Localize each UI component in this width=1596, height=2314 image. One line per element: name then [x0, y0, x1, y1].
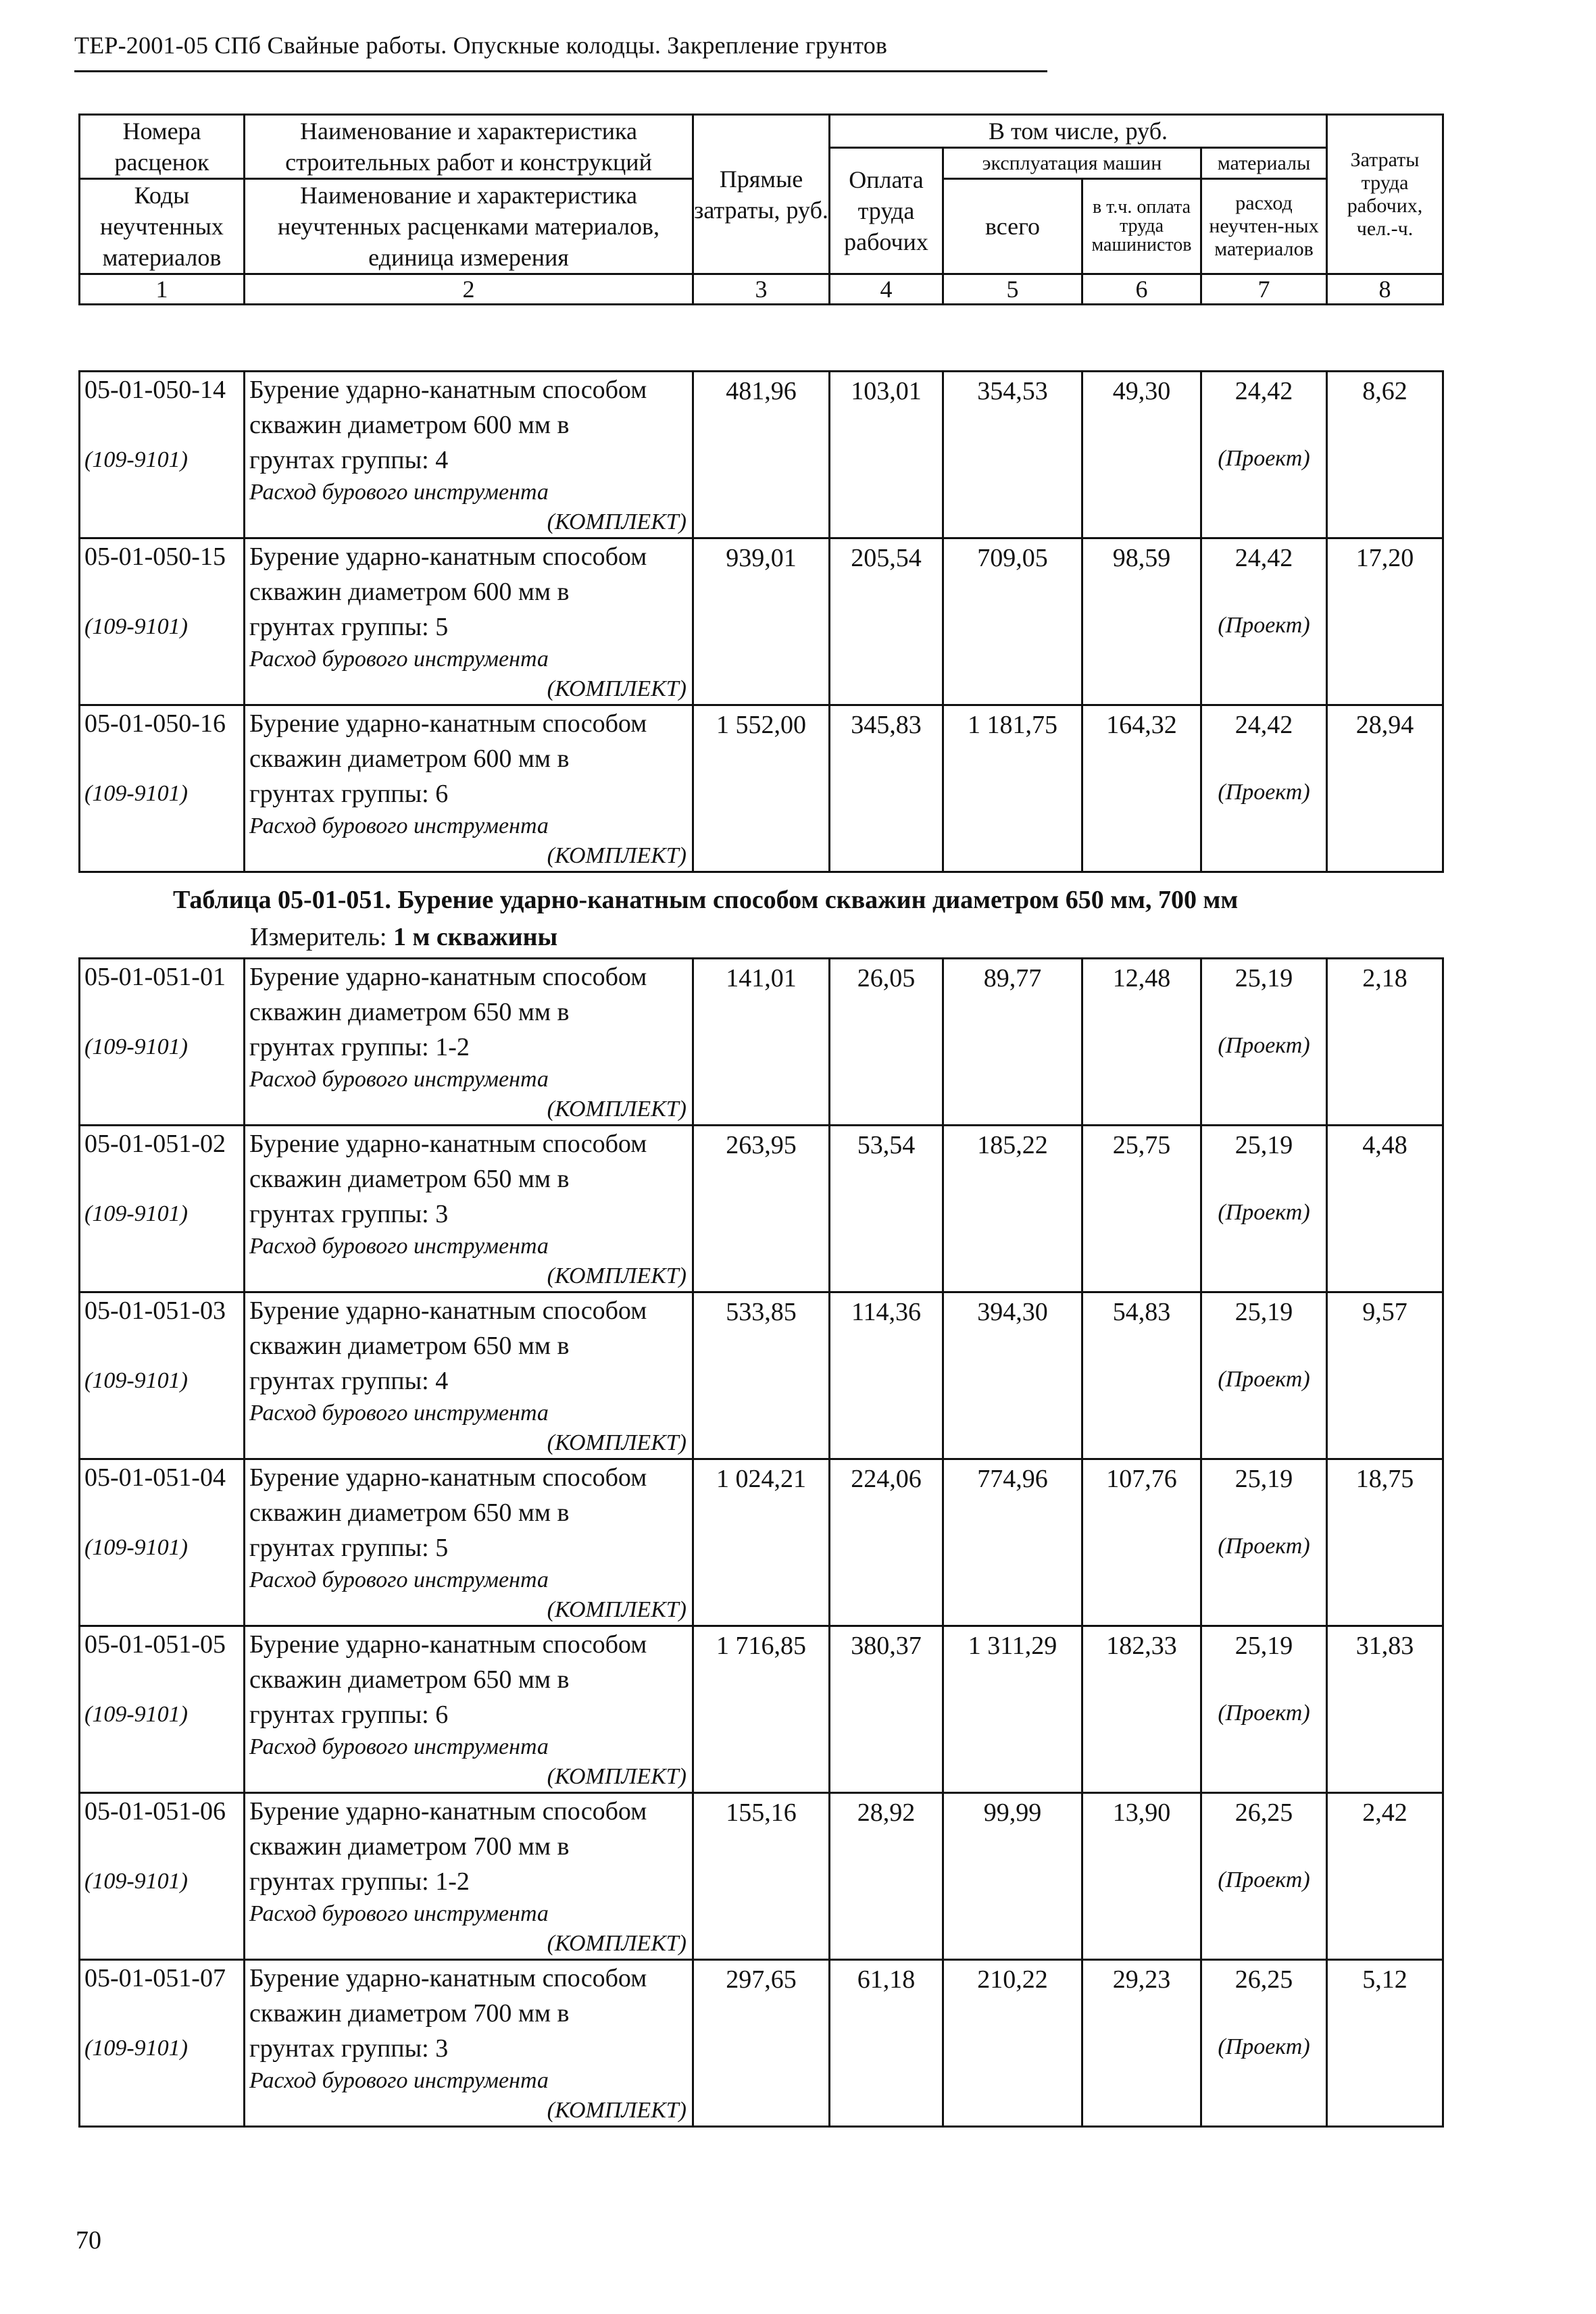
project-note: (Проект) [1218, 613, 1310, 638]
header-material-code: Коды неучтенных материалов [80, 179, 245, 274]
project-note: (Проект) [1218, 1534, 1310, 1559]
rate-code: 05-01-051-04 [84, 1463, 226, 1492]
machines-total: 89,77 [943, 959, 1082, 1126]
work-name-line: Бурение ударно-канатным способом [249, 1964, 647, 1992]
work-name-line: скважин диаметром 650 мм в [249, 1499, 570, 1527]
material-name: Расход бурового инструмента [249, 1901, 549, 1926]
labor-hours: 2,18 [1327, 959, 1443, 1126]
materials-value: 25,19 [1235, 1465, 1293, 1493]
rate-row [80, 1292, 1443, 1459]
rate-code-cell [80, 705, 245, 872]
work-name-line: грунтах группы: 3 [249, 1200, 449, 1228]
rate-code: 05-01-051-03 [84, 1297, 226, 1325]
material-name: Расход бурового инструмента [249, 1567, 549, 1592]
table-unit [250, 922, 557, 952]
header-labor-hours: Затраты труда рабочих, чел.-ч. [1327, 115, 1443, 274]
rate-row [80, 1793, 1443, 1960]
rate-code-cell [80, 1459, 245, 1626]
material-code: (109-9101) [84, 781, 188, 806]
operators-pay: 164,32 [1082, 705, 1201, 872]
operators-pay: 98,59 [1082, 538, 1201, 705]
project-note: (Проект) [1218, 1367, 1310, 1392]
col-number: 7 [1201, 274, 1327, 305]
header-machines: эксплуатация машин [943, 148, 1201, 179]
work-name-cell [245, 1793, 693, 1960]
rate-code: 05-01-051-06 [84, 1797, 226, 1826]
materials-value: 24,42 [1235, 377, 1293, 405]
col-number: 1 [80, 274, 245, 305]
rate-row [80, 1459, 1443, 1626]
operators-pay: 49,30 [1082, 372, 1201, 538]
material-unit: (КОМПЛЕКТ) [547, 676, 687, 701]
material-code: (109-9101) [84, 447, 188, 472]
material-code: (109-9101) [84, 1368, 188, 1393]
rates-table-051 [78, 957, 1444, 2128]
direct-costs: 155,16 [693, 1793, 830, 1960]
material-unit: (КОМПЛЕКТ) [547, 2098, 687, 2123]
material-unit: (КОМПЛЕКТ) [547, 1097, 687, 1122]
work-name-line: грунтах группы: 5 [249, 613, 449, 641]
work-name-line: грунтах группы: 3 [249, 2034, 449, 2063]
work-name-line: Бурение ударно-канатным способом [249, 963, 647, 991]
material-name: Расход бурового инструмента [249, 2068, 549, 2093]
materials-value: 25,19 [1235, 964, 1293, 992]
worker-pay: 61,18 [830, 1960, 943, 2127]
rate-code-cell [80, 1626, 245, 1793]
unit-value: 1 м скважины [393, 923, 558, 951]
col-number: 6 [1082, 274, 1201, 305]
direct-costs: 141,01 [693, 959, 830, 1126]
work-name-line: Бурение ударно-канатным способом [249, 1130, 647, 1158]
worker-pay: 28,92 [830, 1793, 943, 1960]
materials-value: 25,19 [1235, 1131, 1293, 1159]
rate-row [80, 1960, 1443, 2127]
materials-cell [1201, 705, 1327, 872]
material-unit: (КОМПЛЕКТ) [547, 1931, 687, 1956]
worker-pay: 205,54 [830, 538, 943, 705]
operators-pay: 107,76 [1082, 1459, 1201, 1626]
work-name-line: скважин диаметром 650 мм в [249, 1332, 570, 1360]
rate-code: 05-01-051-05 [84, 1630, 226, 1659]
work-name-line: скважин диаметром 650 мм в [249, 1165, 570, 1193]
material-unit: (КОМПЛЕКТ) [547, 1430, 687, 1455]
material-name: Расход бурового инструмента [249, 1234, 549, 1259]
rate-code-cell [80, 1960, 245, 2127]
material-code: (109-9101) [84, 1034, 188, 1059]
rate-code-cell [80, 1126, 245, 1292]
material-name: Расход бурового инструмента [249, 1401, 549, 1426]
material-name: Расход бурового инструмента [249, 647, 549, 672]
col-number: 3 [693, 274, 830, 305]
labor-hours: 18,75 [1327, 1459, 1443, 1626]
work-name-line: скважин диаметром 700 мм в [249, 1832, 570, 1861]
material-unit: (КОМПЛЕКТ) [547, 1263, 687, 1288]
labor-hours: 5,12 [1327, 1960, 1443, 2127]
header-work-name: Наименование и характеристика строительных работ и конструкций [245, 115, 693, 179]
labor-hours: 28,94 [1327, 705, 1443, 872]
material-code: (109-9101) [84, 1869, 188, 1894]
page-number: 70 [76, 2226, 101, 2255]
rate-code: 05-01-051-02 [84, 1130, 226, 1158]
rate-code-cell [80, 538, 245, 705]
operators-pay: 12,48 [1082, 959, 1201, 1126]
work-name-cell [245, 705, 693, 872]
materials-cell [1201, 1793, 1327, 1960]
materials-cell [1201, 1960, 1327, 2127]
materials-value: 24,42 [1235, 711, 1293, 739]
col-number: 8 [1327, 274, 1443, 305]
work-name-line: скважин диаметром 650 мм в [249, 1665, 570, 1694]
material-name: Расход бурового инструмента [249, 480, 549, 505]
machines-total: 1 181,75 [943, 705, 1082, 872]
work-name-line: грунтах группы: 6 [249, 780, 449, 808]
rates-table-050 [78, 370, 1444, 873]
rate-row [80, 959, 1443, 1126]
labor-hours: 8,62 [1327, 372, 1443, 538]
work-name-line: Бурение ударно-канатным способом [249, 376, 647, 404]
unit-label: Измеритель: [250, 923, 387, 951]
work-name-line: грунтах группы: 4 [249, 1367, 449, 1395]
work-name-cell [245, 1126, 693, 1292]
labor-hours: 2,42 [1327, 1793, 1443, 1960]
work-name-line: Бурение ударно-канатным способом [249, 543, 647, 571]
worker-pay: 53,54 [830, 1126, 943, 1292]
material-code: (109-9101) [84, 1201, 188, 1226]
machines-total: 774,96 [943, 1459, 1082, 1626]
work-name-line: Бурение ударно-канатным способом [249, 1463, 647, 1492]
work-name-cell [245, 1459, 693, 1626]
materials-value: 26,25 [1235, 1965, 1293, 1994]
materials-cell [1201, 1626, 1327, 1793]
materials-value: 24,42 [1235, 544, 1293, 572]
rate-code-cell [80, 372, 245, 538]
material-code: (109-9101) [84, 2036, 188, 2061]
materials-value: 25,19 [1235, 1298, 1293, 1326]
work-name-line: Бурение ударно-канатным способом [249, 1797, 647, 1826]
direct-costs: 1 716,85 [693, 1626, 830, 1793]
rate-row [80, 372, 1443, 538]
header-including: В том числе, руб. [830, 115, 1327, 148]
work-name-cell [245, 372, 693, 538]
work-name-cell [245, 1626, 693, 1793]
project-note: (Проект) [1218, 1033, 1310, 1058]
project-note: (Проект) [1218, 2034, 1310, 2059]
operators-pay: 25,75 [1082, 1126, 1201, 1292]
machines-total: 354,53 [943, 372, 1082, 538]
worker-pay: 380,37 [830, 1626, 943, 1793]
machines-total: 99,99 [943, 1793, 1082, 1960]
work-name-line: скважин диаметром 700 мм в [249, 1999, 570, 2028]
header-direct-costs: Прямые затраты, руб. [693, 115, 830, 274]
machines-total: 394,30 [943, 1292, 1082, 1459]
header-rule [74, 70, 1047, 72]
labor-hours: 17,20 [1327, 538, 1443, 705]
work-name-line: скважин диаметром 600 мм в [249, 411, 570, 439]
direct-costs: 939,01 [693, 538, 830, 705]
header-rate-number: Номера расценок [80, 115, 245, 179]
rate-row [80, 705, 1443, 872]
work-name-line: Бурение ударно-канатным способом [249, 1630, 647, 1659]
header-material-name: Наименование и характеристика неучтенных расценками материалов, единица измерения [245, 179, 693, 274]
materials-cell [1201, 372, 1327, 538]
material-unit: (КОМПЛЕКТ) [547, 1597, 687, 1622]
work-name-cell [245, 1292, 693, 1459]
project-note: (Проект) [1218, 780, 1310, 805]
header-worker-pay: Оплата труда рабочих [830, 148, 943, 274]
rate-code-cell [80, 1793, 245, 1960]
work-name-line: грунтах группы: 6 [249, 1701, 449, 1729]
worker-pay: 103,01 [830, 372, 943, 538]
direct-costs: 1 024,21 [693, 1459, 830, 1626]
work-name-cell [245, 1960, 693, 2127]
material-unit: (КОМПЛЕКТ) [547, 843, 687, 868]
labor-hours: 4,48 [1327, 1126, 1443, 1292]
materials-cell [1201, 1459, 1327, 1626]
machines-total: 709,05 [943, 538, 1082, 705]
machines-total: 1 311,29 [943, 1626, 1082, 1793]
work-name-cell [245, 538, 693, 705]
work-name-line: грунтах группы: 4 [249, 446, 449, 474]
operators-pay: 13,90 [1082, 1793, 1201, 1960]
materials-cell [1201, 1292, 1327, 1459]
materials-value: 25,19 [1235, 1632, 1293, 1660]
col-number: 5 [943, 274, 1082, 305]
column-header-table [78, 114, 1444, 305]
worker-pay: 224,06 [830, 1459, 943, 1626]
header-machines-total: всего [943, 179, 1082, 274]
direct-costs: 533,85 [693, 1292, 830, 1459]
project-note: (Проект) [1218, 446, 1310, 471]
worker-pay: 26,05 [830, 959, 943, 1126]
rate-row [80, 538, 1443, 705]
rate-code-cell [80, 959, 245, 1126]
materials-value: 26,25 [1235, 1799, 1293, 1827]
material-name: Расход бурового инструмента [249, 813, 549, 838]
rate-code: 05-01-051-07 [84, 1964, 226, 1992]
rate-code: 05-01-050-16 [84, 709, 226, 738]
work-name-line: скважин диаметром 600 мм в [249, 578, 570, 606]
material-name: Расход бурового инструмента [249, 1734, 549, 1759]
material-unit: (КОМПЛЕКТ) [547, 509, 687, 534]
header-materials: материалы [1201, 148, 1327, 179]
direct-costs: 297,65 [693, 1960, 830, 2127]
col-number: 2 [245, 274, 693, 305]
header-operators-pay: в т.ч. оплата труда машинистов [1082, 179, 1201, 274]
direct-costs: 481,96 [693, 372, 830, 538]
operators-pay: 29,23 [1082, 1960, 1201, 2127]
work-name-line: грунтах группы: 1-2 [249, 1033, 470, 1061]
work-name-line: Бурение ударно-канатным способом [249, 1297, 647, 1325]
materials-cell [1201, 538, 1327, 705]
worker-pay: 345,83 [830, 705, 943, 872]
page-header: ТЕР-2001-05 СПб Свайные работы. Опускные колодцы. Закрепление грунтов [74, 32, 888, 59]
work-name-cell [245, 959, 693, 1126]
direct-costs: 263,95 [693, 1126, 830, 1292]
labor-hours: 9,57 [1327, 1292, 1443, 1459]
rate-code: 05-01-050-14 [84, 376, 226, 404]
rate-code-cell [80, 1292, 245, 1459]
col-number: 4 [830, 274, 943, 305]
work-name-line: скважин диаметром 650 мм в [249, 998, 570, 1026]
materials-cell [1201, 959, 1327, 1126]
material-name: Расход бурового инструмента [249, 1067, 549, 1092]
project-note: (Проект) [1218, 1701, 1310, 1726]
work-name-line: Бурение ударно-канатным способом [249, 709, 647, 738]
work-name-line: грунтах группы: 5 [249, 1534, 449, 1562]
worker-pay: 114,36 [830, 1292, 943, 1459]
materials-cell [1201, 1126, 1327, 1292]
work-name-line: скважин диаметром 600 мм в [249, 745, 570, 773]
operators-pay: 182,33 [1082, 1626, 1201, 1793]
machines-total: 185,22 [943, 1126, 1082, 1292]
machines-total: 210,22 [943, 1960, 1082, 2127]
rate-row [80, 1126, 1443, 1292]
work-name-line: грунтах группы: 1-2 [249, 1867, 470, 1896]
rate-code: 05-01-050-15 [84, 543, 226, 571]
labor-hours: 31,83 [1327, 1626, 1443, 1793]
table-title: Таблица 05-01-051. Бурение ударно-канатным способом скважин диаметром 650 мм, 700 мм [173, 886, 1239, 914]
material-unit: (КОМПЛЕКТ) [547, 1764, 687, 1789]
project-note: (Проект) [1218, 1867, 1310, 1892]
rate-code: 05-01-051-01 [84, 963, 226, 991]
direct-costs: 1 552,00 [693, 705, 830, 872]
material-code: (109-9101) [84, 614, 188, 639]
rate-row [80, 1626, 1443, 1793]
material-code: (109-9101) [84, 1702, 188, 1727]
material-code: (109-9101) [84, 1535, 188, 1560]
operators-pay: 54,83 [1082, 1292, 1201, 1459]
header-unaccounted-materials: расход неучтен-ных материалов [1201, 179, 1327, 274]
project-note: (Проект) [1218, 1200, 1310, 1225]
